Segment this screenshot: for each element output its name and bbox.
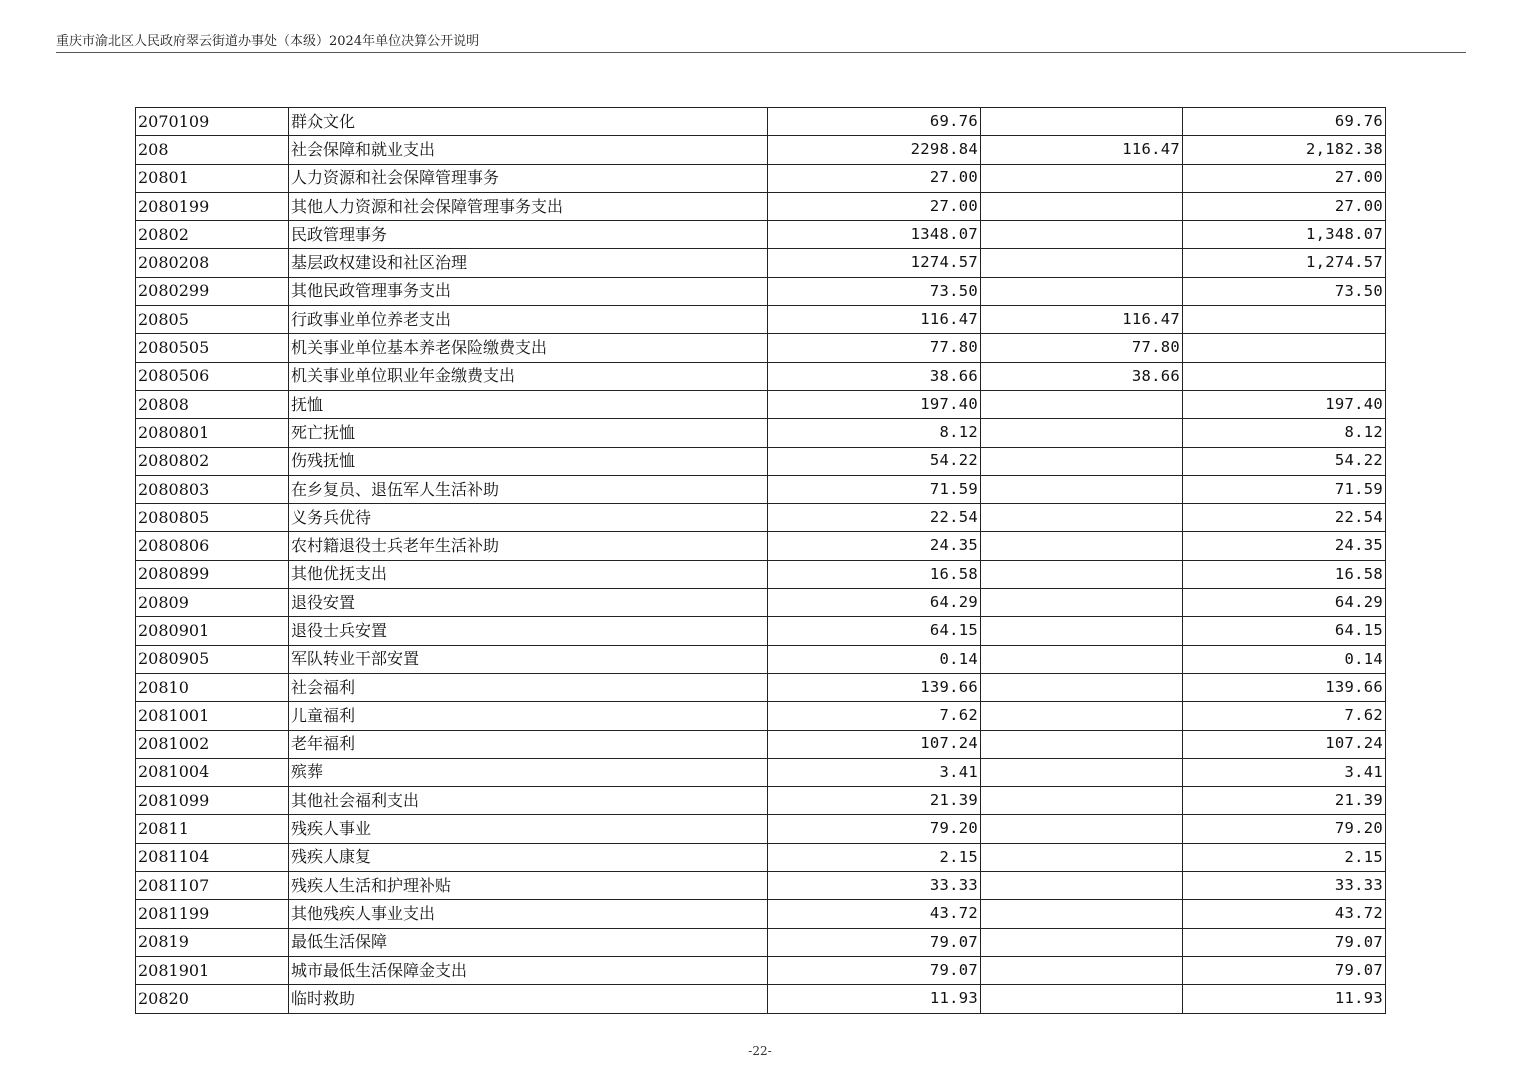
table-row — [136, 673, 1386, 701]
total-amount-cell: 27.00 — [768, 164, 981, 192]
total-amount-cell: 8.12 — [768, 419, 981, 447]
subject-name-cell: 民政管理事务 — [289, 221, 768, 249]
basic-expenditure-cell — [981, 504, 1183, 532]
table-row — [136, 815, 1386, 843]
total-amount-cell: 1348.07 — [768, 221, 981, 249]
project-expenditure-cell: 71.59 — [1183, 475, 1386, 503]
basic-expenditure-cell — [981, 192, 1183, 220]
expenditure-table — [135, 107, 1386, 1014]
total-amount-cell: 43.72 — [768, 900, 981, 928]
total-amount-cell: 27.00 — [768, 192, 981, 220]
basic-expenditure-cell — [981, 617, 1183, 645]
classification-code-cell: 2081002 — [136, 730, 289, 758]
basic-expenditure-cell — [981, 645, 1183, 673]
project-expenditure-cell: 2,182.38 — [1183, 136, 1386, 164]
project-expenditure-cell: 69.76 — [1183, 108, 1386, 136]
project-expenditure-cell: 197.40 — [1183, 390, 1386, 418]
table-row — [136, 532, 1386, 560]
total-amount-cell: 1274.57 — [768, 249, 981, 277]
subject-name-cell: 死亡抚恤 — [289, 419, 768, 447]
total-amount-cell: 64.29 — [768, 589, 981, 617]
project-expenditure-cell: 43.72 — [1183, 900, 1386, 928]
classification-code-cell: 2080802 — [136, 447, 289, 475]
basic-expenditure-cell: 38.66 — [981, 362, 1183, 390]
table-row — [136, 164, 1386, 192]
project-expenditure-cell: 11.93 — [1183, 985, 1386, 1013]
table-row — [136, 872, 1386, 900]
classification-code-cell: 2080899 — [136, 560, 289, 588]
table-row — [136, 985, 1386, 1013]
basic-expenditure-cell — [981, 985, 1183, 1013]
basic-expenditure-cell: 77.80 — [981, 334, 1183, 362]
table-row — [136, 900, 1386, 928]
project-expenditure-cell: 22.54 — [1183, 504, 1386, 532]
table-row — [136, 362, 1386, 390]
basic-expenditure-cell — [981, 447, 1183, 475]
table-row — [136, 617, 1386, 645]
classification-code-cell: 20819 — [136, 928, 289, 956]
classification-code-cell: 20820 — [136, 985, 289, 1013]
subject-name-cell: 其他人力资源和社会保障管理事务支出 — [289, 192, 768, 220]
table-row — [136, 645, 1386, 673]
classification-code-cell: 2080805 — [136, 504, 289, 532]
table-row — [136, 787, 1386, 815]
project-expenditure-cell: 79.07 — [1183, 956, 1386, 984]
basic-expenditure-cell — [981, 249, 1183, 277]
subject-name-cell: 临时救助 — [289, 985, 768, 1013]
classification-code-cell: 2081199 — [136, 900, 289, 928]
table-row — [136, 249, 1386, 277]
classification-code-cell: 2080506 — [136, 362, 289, 390]
table-row — [136, 560, 1386, 588]
classification-code-cell: 2080199 — [136, 192, 289, 220]
classification-code-cell: 2080208 — [136, 249, 289, 277]
subject-name-cell: 抚恤 — [289, 390, 768, 418]
subject-name-cell: 农村籍退役士兵老年生活补助 — [289, 532, 768, 560]
subject-name-cell: 基层政权建设和社区治理 — [289, 249, 768, 277]
basic-expenditure-cell — [981, 758, 1183, 786]
total-amount-cell: 107.24 — [768, 730, 981, 758]
basic-expenditure-cell — [981, 843, 1183, 871]
project-expenditure-cell — [1183, 362, 1386, 390]
classification-code-cell: 20802 — [136, 221, 289, 249]
basic-expenditure-cell — [981, 589, 1183, 617]
table-row — [136, 306, 1386, 334]
classification-code-cell: 20811 — [136, 815, 289, 843]
subject-name-cell: 社会福利 — [289, 673, 768, 701]
project-expenditure-cell: 64.29 — [1183, 589, 1386, 617]
classification-code-cell: 2080905 — [136, 645, 289, 673]
classification-code-cell: 20808 — [136, 390, 289, 418]
total-amount-cell: 33.33 — [768, 872, 981, 900]
total-amount-cell: 116.47 — [768, 306, 981, 334]
classification-code-cell: 2081901 — [136, 956, 289, 984]
project-expenditure-cell: 2.15 — [1183, 843, 1386, 871]
project-expenditure-cell: 21.39 — [1183, 787, 1386, 815]
subject-name-cell: 城市最低生活保障金支出 — [289, 956, 768, 984]
subject-name-cell: 残疾人康复 — [289, 843, 768, 871]
classification-code-cell: 2081107 — [136, 872, 289, 900]
table-row — [136, 390, 1386, 418]
total-amount-cell: 3.41 — [768, 758, 981, 786]
project-expenditure-cell: 79.07 — [1183, 928, 1386, 956]
basic-expenditure-cell — [981, 221, 1183, 249]
total-amount-cell: 79.07 — [768, 928, 981, 956]
table-row — [136, 843, 1386, 871]
project-expenditure-cell: 24.35 — [1183, 532, 1386, 560]
table-row — [136, 192, 1386, 220]
project-expenditure-cell — [1183, 334, 1386, 362]
table-row — [136, 334, 1386, 362]
basic-expenditure-cell — [981, 872, 1183, 900]
classification-code-cell: 2070109 — [136, 108, 289, 136]
basic-expenditure-cell — [981, 560, 1183, 588]
table-row — [136, 730, 1386, 758]
subject-name-cell: 社会保障和就业支出 — [289, 136, 768, 164]
total-amount-cell: 73.50 — [768, 277, 981, 305]
table-row — [136, 589, 1386, 617]
project-expenditure-cell: 54.22 — [1183, 447, 1386, 475]
classification-code-cell: 20809 — [136, 589, 289, 617]
table-row — [136, 419, 1386, 447]
classification-code-cell: 2080803 — [136, 475, 289, 503]
basic-expenditure-cell — [981, 532, 1183, 560]
basic-expenditure-cell — [981, 277, 1183, 305]
total-amount-cell: 2.15 — [768, 843, 981, 871]
subject-name-cell: 军队转业干部安置 — [289, 645, 768, 673]
project-expenditure-cell: 107.24 — [1183, 730, 1386, 758]
subject-name-cell: 其他优抚支出 — [289, 560, 768, 588]
classification-code-cell: 2080901 — [136, 617, 289, 645]
subject-name-cell: 最低生活保障 — [289, 928, 768, 956]
table-row — [136, 928, 1386, 956]
total-amount-cell: 24.35 — [768, 532, 981, 560]
project-expenditure-cell: 0.14 — [1183, 645, 1386, 673]
total-amount-cell: 54.22 — [768, 447, 981, 475]
subject-name-cell: 在乡复员、退伍军人生活补助 — [289, 475, 768, 503]
basic-expenditure-cell: 116.47 — [981, 306, 1183, 334]
table-row — [136, 221, 1386, 249]
total-amount-cell: 16.58 — [768, 560, 981, 588]
total-amount-cell: 79.07 — [768, 956, 981, 984]
subject-name-cell: 其他残疾人事业支出 — [289, 900, 768, 928]
page-number: -22- — [748, 1044, 772, 1058]
expenditure-table-body — [136, 108, 1386, 1014]
basic-expenditure-cell — [981, 108, 1183, 136]
classification-code-cell: 2080801 — [136, 419, 289, 447]
basic-expenditure-cell — [981, 787, 1183, 815]
subject-name-cell: 人力资源和社会保障管理事务 — [289, 164, 768, 192]
table-row — [136, 702, 1386, 730]
table-row — [136, 447, 1386, 475]
classification-code-cell: 2081001 — [136, 702, 289, 730]
subject-name-cell: 伤残抚恤 — [289, 447, 768, 475]
subject-name-cell: 老年福利 — [289, 730, 768, 758]
table-row — [136, 504, 1386, 532]
subject-name-cell: 群众文化 — [289, 108, 768, 136]
subject-name-cell: 机关事业单位基本养老保险缴费支出 — [289, 334, 768, 362]
total-amount-cell: 21.39 — [768, 787, 981, 815]
total-amount-cell: 197.40 — [768, 390, 981, 418]
project-expenditure-cell: 64.15 — [1183, 617, 1386, 645]
classification-code-cell: 20801 — [136, 164, 289, 192]
basic-expenditure-cell — [981, 928, 1183, 956]
subject-name-cell: 殡葬 — [289, 758, 768, 786]
classification-code-cell: 2081004 — [136, 758, 289, 786]
table-row — [136, 108, 1386, 136]
classification-code-cell: 2080806 — [136, 532, 289, 560]
subject-name-cell: 其他社会福利支出 — [289, 787, 768, 815]
total-amount-cell: 11.93 — [768, 985, 981, 1013]
basic-expenditure-cell — [981, 164, 1183, 192]
classification-code-cell: 20810 — [136, 673, 289, 701]
classification-code-cell: 20805 — [136, 306, 289, 334]
table-row — [136, 758, 1386, 786]
table-row — [136, 136, 1386, 164]
table-row — [136, 277, 1386, 305]
total-amount-cell: 79.20 — [768, 815, 981, 843]
basic-expenditure-cell — [981, 702, 1183, 730]
project-expenditure-cell: 73.50 — [1183, 277, 1386, 305]
classification-code-cell: 2081099 — [136, 787, 289, 815]
total-amount-cell: 7.62 — [768, 702, 981, 730]
table-row — [136, 475, 1386, 503]
project-expenditure-cell: 1,274.57 — [1183, 249, 1386, 277]
basic-expenditure-cell — [981, 673, 1183, 701]
document-header-title: 重庆市渝北区人民政府翠云街道办事处（本级）2024年单位决算公开说明 — [56, 34, 480, 49]
total-amount-cell: 38.66 — [768, 362, 981, 390]
project-expenditure-cell: 8.12 — [1183, 419, 1386, 447]
project-expenditure-cell: 139.66 — [1183, 673, 1386, 701]
classification-code-cell: 2080299 — [136, 277, 289, 305]
subject-name-cell: 行政事业单位养老支出 — [289, 306, 768, 334]
subject-name-cell: 残疾人生活和护理补贴 — [289, 872, 768, 900]
classification-code-cell: 208 — [136, 136, 289, 164]
basic-expenditure-cell — [981, 390, 1183, 418]
total-amount-cell: 22.54 — [768, 504, 981, 532]
project-expenditure-cell: 27.00 — [1183, 192, 1386, 220]
classification-code-cell: 2081104 — [136, 843, 289, 871]
basic-expenditure-cell — [981, 475, 1183, 503]
basic-expenditure-cell — [981, 419, 1183, 447]
project-expenditure-cell: 1,348.07 — [1183, 221, 1386, 249]
subject-name-cell: 儿童福利 — [289, 702, 768, 730]
subject-name-cell: 退役安置 — [289, 589, 768, 617]
total-amount-cell: 71.59 — [768, 475, 981, 503]
basic-expenditure-cell — [981, 956, 1183, 984]
subject-name-cell: 其他民政管理事务支出 — [289, 277, 768, 305]
total-amount-cell: 77.80 — [768, 334, 981, 362]
subject-name-cell: 义务兵优待 — [289, 504, 768, 532]
subject-name-cell: 退役士兵安置 — [289, 617, 768, 645]
header-divider — [56, 52, 1466, 53]
subject-name-cell: 机关事业单位职业年金缴费支出 — [289, 362, 768, 390]
total-amount-cell: 2298.84 — [768, 136, 981, 164]
subject-name-cell: 残疾人事业 — [289, 815, 768, 843]
classification-code-cell: 2080505 — [136, 334, 289, 362]
table-row — [136, 956, 1386, 984]
project-expenditure-cell: 3.41 — [1183, 758, 1386, 786]
project-expenditure-cell: 16.58 — [1183, 560, 1386, 588]
total-amount-cell: 0.14 — [768, 645, 981, 673]
total-amount-cell: 69.76 — [768, 108, 981, 136]
project-expenditure-cell: 7.62 — [1183, 702, 1386, 730]
project-expenditure-cell: 33.33 — [1183, 872, 1386, 900]
basic-expenditure-cell — [981, 730, 1183, 758]
basic-expenditure-cell — [981, 815, 1183, 843]
project-expenditure-cell — [1183, 306, 1386, 334]
project-expenditure-cell: 27.00 — [1183, 164, 1386, 192]
basic-expenditure-cell: 116.47 — [981, 136, 1183, 164]
basic-expenditure-cell — [981, 900, 1183, 928]
total-amount-cell: 139.66 — [768, 673, 981, 701]
total-amount-cell: 64.15 — [768, 617, 981, 645]
project-expenditure-cell: 79.20 — [1183, 815, 1386, 843]
